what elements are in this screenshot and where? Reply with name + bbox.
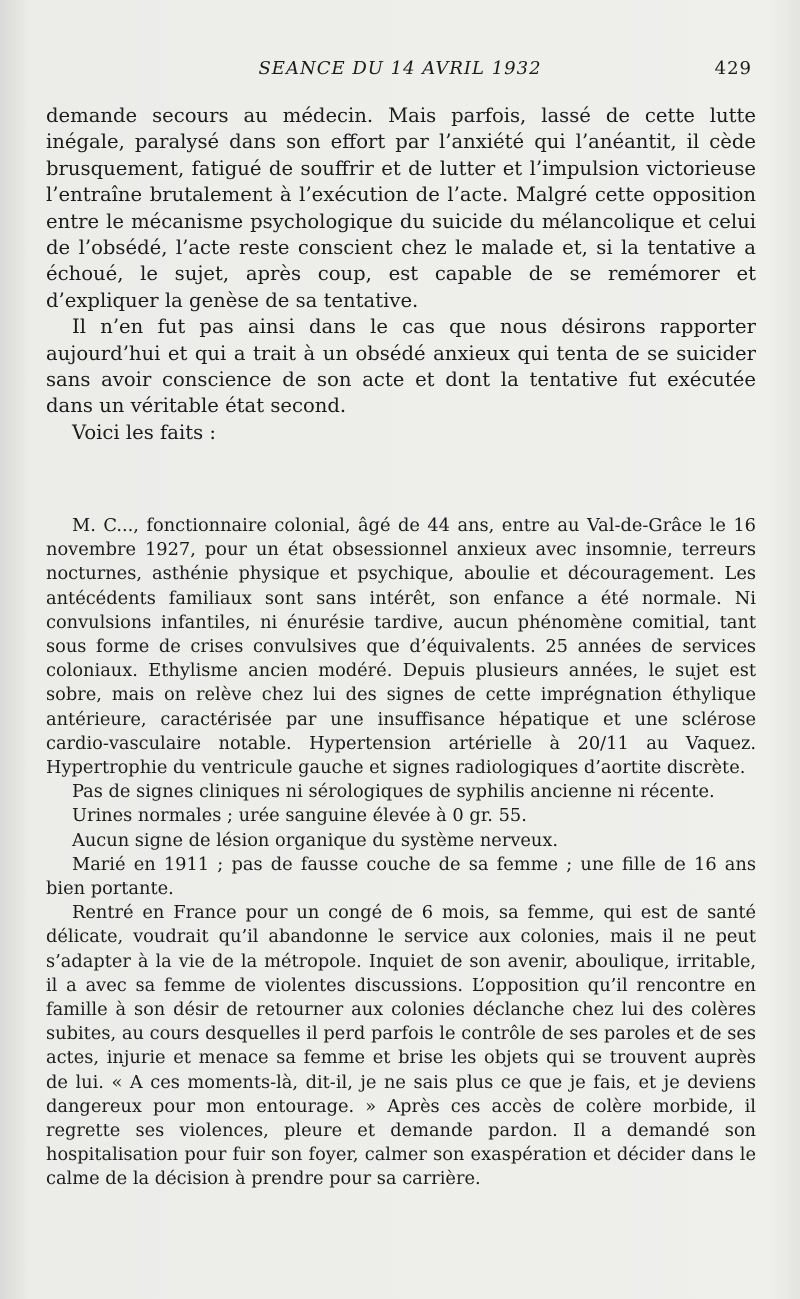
paragraph: M. C..., fonctionnaire colonial, âgé de 44 ans, entre au Val-de-Grâce le 16 novembre 1927, pour un état obsessionnel anxieux avec insomnie, terreurs nocturnes, asthénie physique et psychique, aboulie et découragement. Les antécédents familiaux sont sans intérêt, son enfance a été normale. Ni convulsions infantiles, ni énurésie tardive, aucun phénomène comitial, tant sous forme de crises convulsives que d’équivalents. 25 années de services coloniaux. Ethylisme ancien modéré. Depuis plusieurs années, le sujet est sobre, mais on relève chez lui des signes de cette imprégnation éthylique antérieure, caractérisée par une insuffisance hépatique et une sclérose cardio-vasculaire notable. Hypertension artérielle à 20/11 au Vaquez. Hypertrophie du ventricule gauche et signes radiologiques d’aortite discrète. xyxy=(46,515,756,779)
paragraph: Voici les faits : xyxy=(72,420,216,444)
paragraph: demande secours au médecin. Mais parfois, lassé de cette lutte inégale, paralysé dans son effort par l’anxiété qui l’anéantit, il cède brusquement, fatigué de souffrir et de lutter et l’impulsion victorieuse l’entraîne brutalement à l’exécution de l’acte. Malgré cette opposition entre le mécanisme psychologique du suicide du mélancolique et celui de l’obsédé, l’acte reste conscient chez le malade et, si la tentative a échoué, le sujet, après coup, est capable de se remémorer et d’expliquer la genèse de sa tentative. xyxy=(46,104,756,312)
text-block-case-report xyxy=(46,514,756,1192)
paragraph: Aucun signe de lésion organique du système nerveux. xyxy=(72,829,559,851)
paragraph: Marié en 1911 ; pas de fausse couche de sa femme ; une fille de 16 ans bien portante. xyxy=(46,853,756,900)
paragraph: Pas de signes cliniques ni sérologiques de syphilis ancienne ni récente. xyxy=(72,781,715,803)
paragraph: Rentré en France pour un congé de 6 mois, sa femme, qui est de santé délicate, voudrait qu’il abandonne le service aux colonies, mais il ne peut s’adapter à la vie de la métropole. Inquiet de son avenir, aboulique, irritable, il a avec sa femme de violentes discussions. L’opposition qu’il rencontre en famille à son désir de retourner aux colonies déclanche chez lui des colères subites, au cours desquelles il perd parfois le contrôle de ses paroles et de ses actes, injurie et menace sa femme et brise les objets qui se trouvent auprès de lui. « A ces moments-là, dit-il, je ne sais plus ce que je fais, et je deviens dangereux pour mon entourage. » Après ces accès de colère morbide, il regrette ses violences, pleure et demande pardon. Il a demandé son hospitalisation pour fuir son foyer, calmer son exaspération et décider dans le calme de la décision à prendre pour sa carrière. xyxy=(46,902,756,1190)
running-head xyxy=(46,58,754,84)
text-block-intro xyxy=(46,103,756,446)
paragraph: Urines normales ; urée sanguine élevée à 0 gr. 55. xyxy=(72,805,527,827)
page-number: 429 xyxy=(714,58,752,79)
paragraph: Il n’en fut pas ainsi dans le cas que nous désirons rapporter aujourd’hui et qui a trait à un obsédé anxieux qui tenta de se suicider sans avoir conscience de son acte et dont la tentative fut exécutée dans un véritable état second. xyxy=(46,315,756,418)
running-title: SEANCE DU 14 AVRIL 1932 xyxy=(258,58,542,79)
